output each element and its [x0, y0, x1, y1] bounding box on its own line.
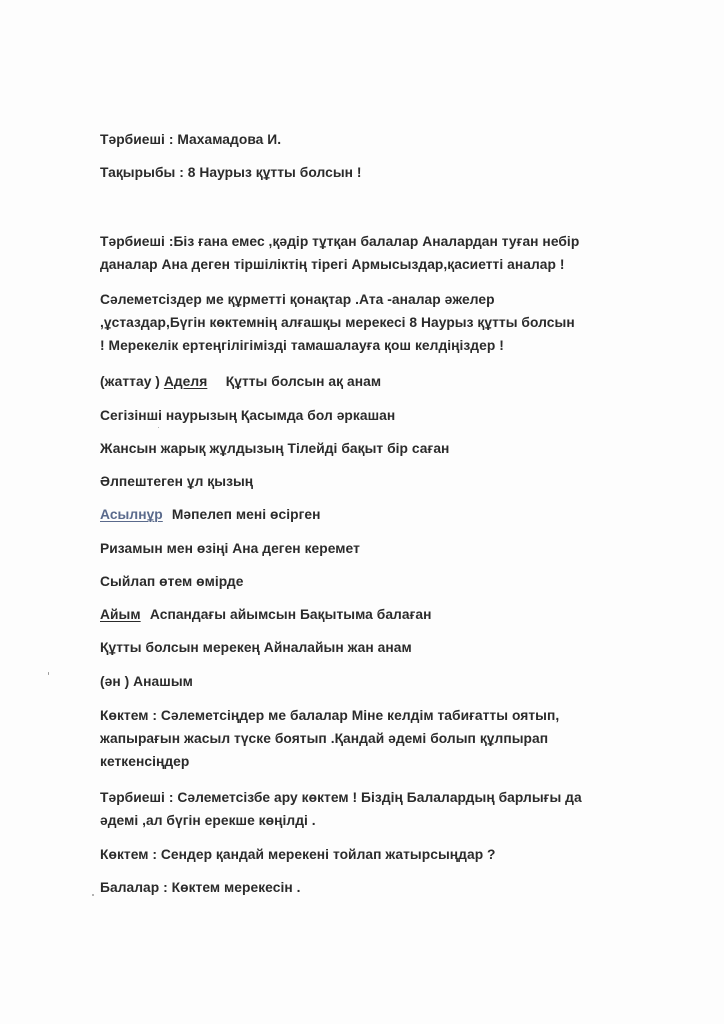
poem-line-3: Жансын жарық жұлдызың Тілейді бақыт бір саған	[100, 441, 450, 456]
topic-line: Тақырыбы : 8 Наурыз құтты болсын !	[100, 165, 362, 180]
poem-line-4: Әлпештеген ұл қызың	[100, 474, 254, 489]
educator-reply-line-2: әдемі ,ал бүгін ерекше көңілді .	[100, 813, 316, 828]
children-answer-line: Балалар : Көктем мерекесін .	[100, 880, 301, 895]
speaker-name-aiym: Айым	[100, 607, 141, 622]
spring-speech-line-3: кеткенсіңдер	[100, 754, 190, 769]
scan-speck	[158, 427, 159, 428]
scan-speck	[92, 894, 94, 896]
poem-line-2: Сегізінші наурызың Қасымда бол әркашан	[100, 408, 396, 423]
spring-question-line: Көктем : Сендер қандай мерекені тойлап жатырсыңдар ?	[100, 847, 496, 862]
poem-line-5	[100, 503, 640, 526]
greeting-paragraph-line-1: Сәлеметсіздер ме құрметті қонақтар .Ата -аналар әжелер	[100, 292, 495, 307]
poem-line-8-text: Аспандағы айымсын Бақытыма балаған	[149, 607, 432, 622]
poem-line-1	[100, 370, 640, 393]
spring-speech-line-1: Көктем : Сәлеметсіңдер ме балалар Міне келдім табиғатты оятып,	[100, 708, 560, 723]
educator-reply-line-1: Тәрбиеші : Сәлеметсізбе ару көктем ! Біздің Балалардың барлығы да	[100, 790, 582, 805]
greeting-paragraph-line-3: ! Мерекелік ертеңгілігімізді тамашалауға қош келдіңіздер !	[100, 338, 504, 353]
song-line: (ән ) Анашым	[100, 674, 193, 689]
scan-speck	[48, 672, 49, 675]
poem-line-7: Сыйлап өтем өмірде	[100, 574, 244, 589]
educator-name-line: Тәрбиеші : Махамадова И.	[100, 132, 282, 147]
poem-line-5-text: Мәпелеп мені өсірген	[171, 507, 321, 522]
poem-line-9: Құтты болсын мерекең Айналайын жан анам	[100, 640, 412, 655]
intro-paragraph-line-1: Тәрбиеші :Біз ғана емес ,қәдір тұтқан балалар Аналардан туған небір	[100, 234, 580, 249]
intro-paragraph-line-2: даналар Ана деген тіршіліктің тірегі Армысыздар,қасиетті аналар !	[100, 257, 565, 272]
poem-line-6: Ризамын мен өзіңі Ана деген керемет	[100, 541, 360, 556]
spring-speech-line-2: жапырағын жасыл түске боятып .Қандай әдемі болып құлпырап	[100, 731, 549, 746]
speaker-name-asylnur: Асылнұр	[100, 507, 163, 522]
poem-prefix: (жаттау )	[100, 374, 160, 389]
greeting-paragraph-line-2: ,ұстаздар,Бүгін көктемнің алғашқы мерекесі 8 Наурыз құтты болсын	[100, 315, 575, 330]
poem-line-1-text: Құтты болсын ақ анам	[225, 374, 382, 389]
poem-line-8	[100, 603, 640, 626]
speaker-name-adelya: Аделя	[163, 374, 208, 389]
